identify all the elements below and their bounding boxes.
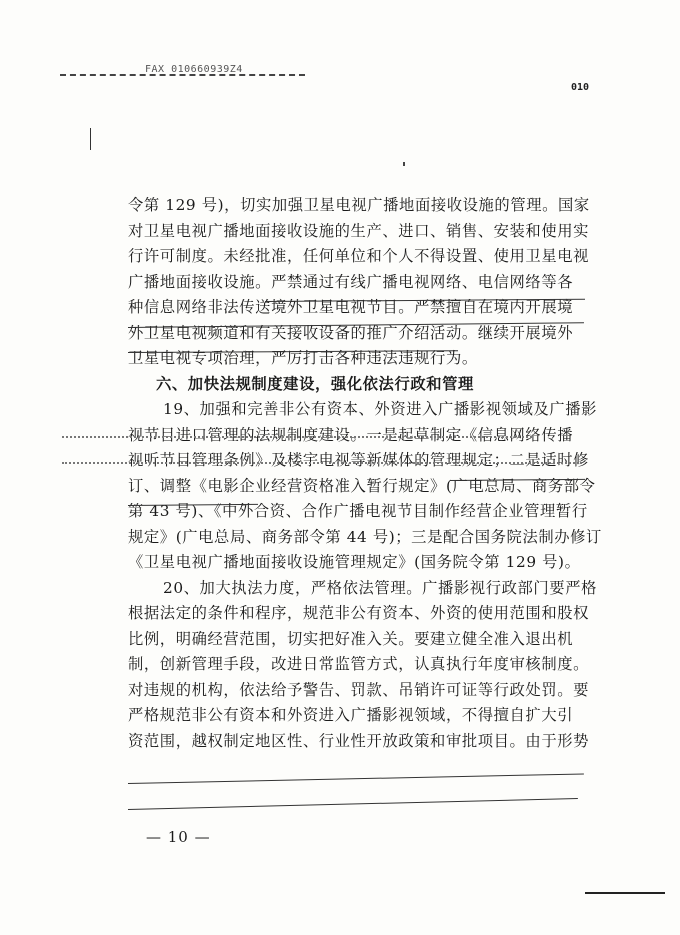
body-line: 外卫星电视频道和有关接收设备的推广介绍活动。继续开展境外 [128, 323, 574, 342]
body-line: 对卫星电视广播地面接收设施的生产、进口、销售、安装和使用实 [128, 221, 590, 240]
paragraph-20-line: 对违规的机构，依法给予警告、罚款、吊销许可证等行政处罚。要 [128, 680, 590, 699]
paragraph-19-line: 第 43 号)、《中外合资、合作广播电视节目制作经营企业管理暂行 [128, 502, 588, 520]
section-heading: 六、加快法规制度建设，强化依法行政和管理 [156, 374, 474, 393]
page-edge-rule [585, 892, 665, 894]
body-line: 广播地面接收设施。严禁通过有线广播电视网络、电信网络等各 [128, 272, 574, 291]
paragraph-19-line: 视听节目管理条例》及楼宇电视等新媒体的管理规定；二是适时修 [128, 451, 590, 469]
body-line: 行许可制度。未经批准，任何单位和个人不得设置、使用卫星电视 [128, 247, 590, 265]
handwritten-underline [128, 773, 584, 785]
paragraph-20-line: 资范围，越权制定地区性、行业性开放政策和审批项目。由于形势 [128, 731, 590, 750]
body-line: 令第 129 号)，切实加强卫星电视广播地面接收设施的管理。国家 [128, 196, 590, 214]
handwritten-underline [128, 798, 578, 811]
paragraph-20-line: 根据法定的条件和程序，规范非公有资本、外资的使用范围和股权 [128, 604, 590, 622]
page-number: — 10 — [146, 828, 211, 846]
paragraph-20-line: 20、加大执法力度，严格依法管理。广播影视行政部门要严格 [163, 578, 597, 597]
scan-smudge [62, 436, 532, 441]
body-line: 种信息网络非法传送境外卫星电视节目。严禁擅自在境内开展境 [128, 298, 574, 316]
paragraph-20-line: 严格规范非公有资本和外资进入广播影视领域，不得擅自扩大引 [128, 706, 574, 724]
scan-dot [403, 162, 405, 166]
paragraph-19-line: 规定》(广电总局、商务部令第 44 号)；三是配合国务院法制办修订 [128, 527, 602, 546]
paragraph-19-line: 视节目进口管理的法规制度建设。一是起草制定《信息网络传播 [128, 425, 574, 444]
fax-header-text: FAX 010660939Z4 [145, 64, 243, 75]
fax-page-stamp: 010 [571, 82, 590, 93]
body-line: 卫星电视专项治理，严厉打击各种违法违规行为。 [128, 349, 478, 367]
paragraph-19-line: 订、调整《电影企业经营资格准入暂行规定》(广电总局、商务部令 [128, 476, 596, 495]
scan-smudge [62, 462, 582, 467]
paragraph-19-line: 《卫星电视广播地面接收设施管理规定》(国务院令第 129 号)。 [128, 553, 581, 571]
paragraph-19-line: 19、加强和完善非公有资本、外资进入广播影视领域及广播影 [163, 400, 597, 418]
paragraph-20-line: 比例，明确经营范围，切实把好准入关。要建立健全准入退出机 [128, 629, 574, 648]
scan-mark [90, 128, 91, 150]
paragraph-20-line: 制，创新管理手段，改进日常监管方式，认真执行年度审核制度。 [128, 655, 590, 673]
body-text [128, 193, 602, 754]
